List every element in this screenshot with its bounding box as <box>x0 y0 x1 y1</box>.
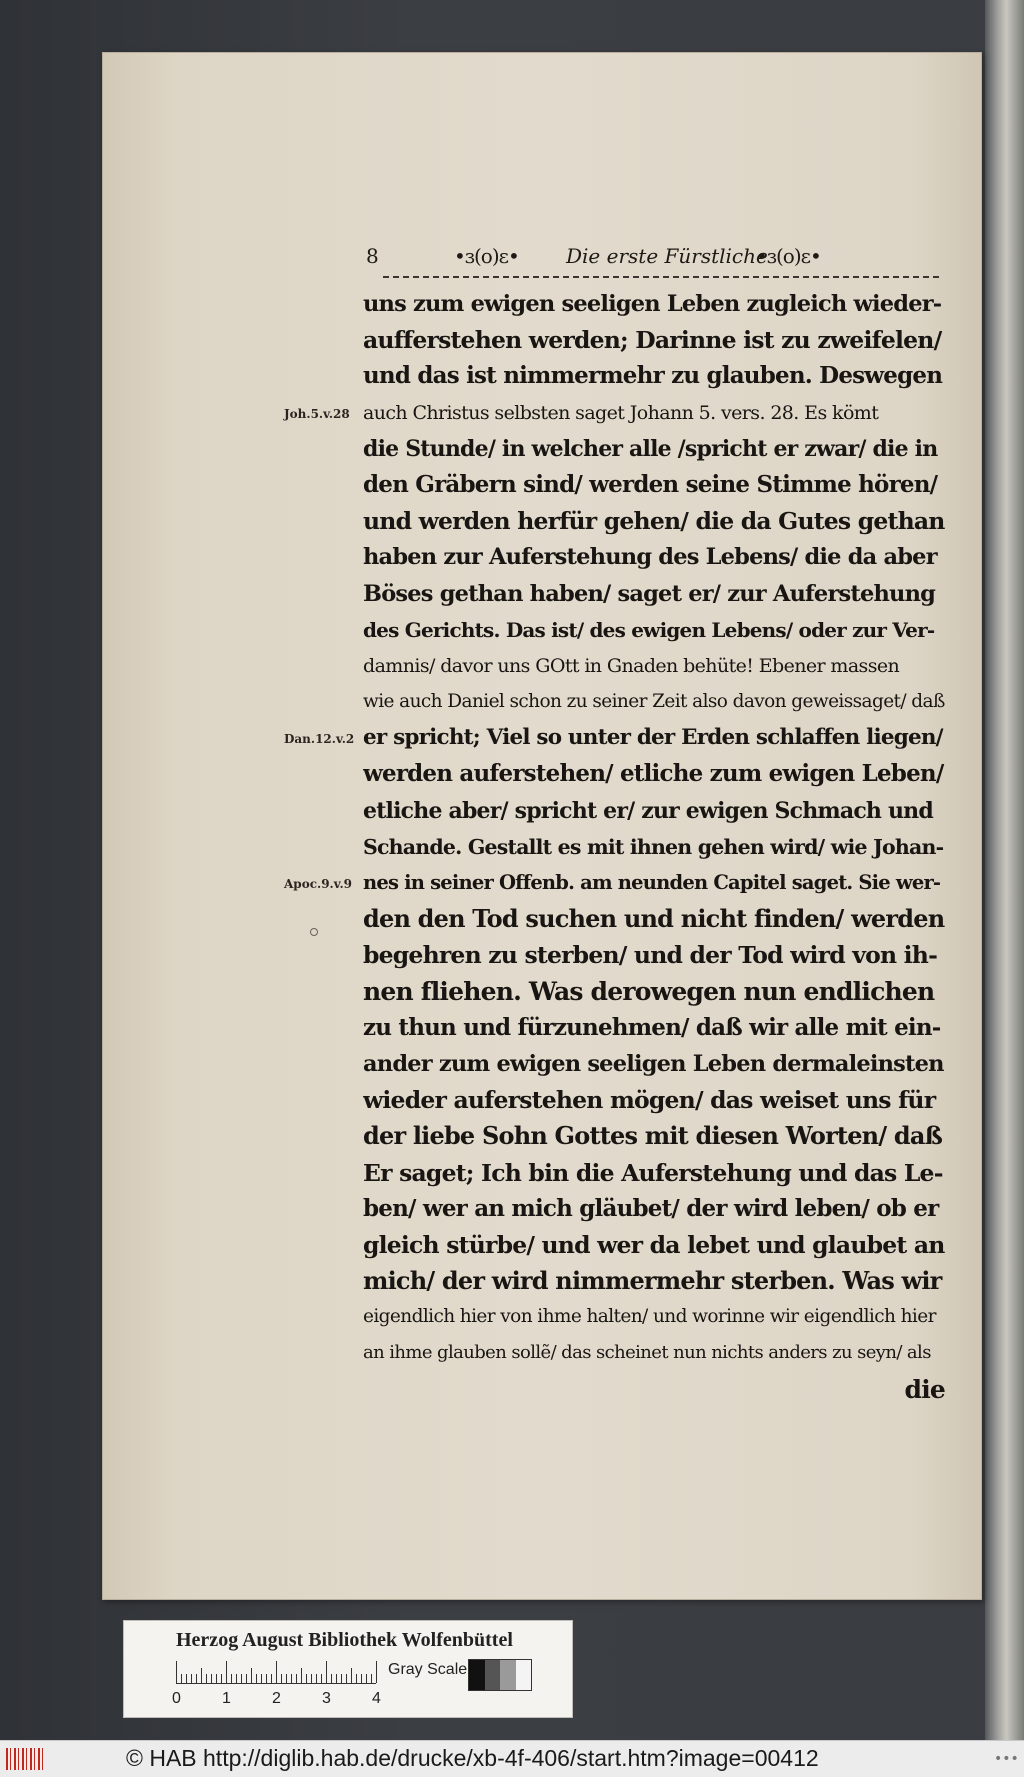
text-line: an ihme glauben sollẽ/ das scheinet nun nichts anders zu seyn/ als <box>363 1342 931 1364</box>
ruler-number: 2 <box>272 1690 281 1707</box>
text-line: Schande. Gestallt es mit ihnen gehen wird/ wie Johan- <box>363 834 944 859</box>
page-number: 8 <box>366 244 379 268</box>
ruler-tick <box>376 1661 377 1683</box>
text-line: haben zur Auferstehung des Lebens/ die da aber <box>363 544 937 571</box>
text-line: den den Tod suchen und nicht finden/ werden <box>363 904 945 934</box>
text-line: der liebe Sohn Gottes mit diesen Worten/ daß <box>363 1121 943 1151</box>
ruler-tick <box>321 1674 322 1683</box>
ruler-tick <box>281 1674 282 1683</box>
ruler-number: 3 <box>322 1690 331 1707</box>
text-line: er spricht; Viel so unter der Erden schlaffen liegen/ <box>363 725 943 751</box>
hab-logo-icon[interactable] <box>6 1748 46 1770</box>
ruler-tick <box>251 1668 252 1683</box>
text-line: eigendlich hier von ihme halten/ und worinne wir eigendlich hier <box>363 1306 936 1328</box>
ruler-number: 4 <box>372 1690 381 1707</box>
text-line: damnis/ davor uns GOtt in Gnaden behüte! Ebener massen <box>363 654 900 677</box>
measurement-ruler <box>176 1661 376 1684</box>
text-line: zu thun und fürzunehmen/ daß wir alle mit ein- <box>363 1013 941 1041</box>
ruler-tick <box>291 1674 292 1683</box>
ruler-tick <box>271 1674 272 1683</box>
ruler-tick <box>361 1674 362 1683</box>
running-title: Die erste Fürstliche <box>566 244 768 268</box>
text-line: auch Christus selbsten saget Johann 5. vers. 28. Es kömt <box>363 401 879 424</box>
library-name: Herzog August Bibliothek Wolfenbüttel <box>176 1629 513 1651</box>
text-line: mich/ der wird nimmermehr sterben. Was wir <box>363 1266 942 1296</box>
ruler-tick <box>176 1661 177 1683</box>
text-line: nes in seiner Offenb. am neunden Capitel saget. Sie wer- <box>363 871 941 894</box>
ruler-tick <box>241 1674 242 1683</box>
ruler-tick <box>221 1674 222 1683</box>
ruler-tick <box>336 1674 337 1683</box>
ruler-tick <box>371 1674 372 1683</box>
gray-swatch <box>516 1660 532 1690</box>
ruler-tick <box>266 1674 267 1683</box>
ornament-right: •ɜ(o)ɛ• <box>756 244 821 268</box>
gray-swatch <box>469 1660 485 1690</box>
ruler-tick <box>326 1661 327 1683</box>
margin-note: Dan.12.v.2 <box>284 732 355 747</box>
text-line: werden auferstehen/ etliche zum ewigen Leben/ <box>363 760 944 788</box>
ruler-tick <box>356 1674 357 1683</box>
ruler-tick <box>276 1661 277 1683</box>
copyright-url[interactable]: © HAB http://diglib.hab.de/drucke/xb-4f-406/start.htm?image=00412 <box>126 1745 819 1771</box>
text-line: uns zum ewigen seeligen Leben zugleich wieder- <box>363 291 942 317</box>
ruler-tick <box>231 1674 232 1683</box>
ruler-tick <box>346 1674 347 1683</box>
paper-mark <box>310 928 318 936</box>
ruler-tick <box>256 1674 257 1683</box>
ruler-tick <box>316 1674 317 1683</box>
ruler-tick <box>301 1668 302 1683</box>
body-text <box>363 286 945 1408</box>
header-rule <box>383 276 939 278</box>
ornament-left: •ɜ(o)ɛ• <box>454 244 519 268</box>
text-line: wieder auferstehen mögen/ das weiset uns für <box>363 1086 936 1115</box>
more-icon[interactable]: ••• <box>994 1751 1019 1767</box>
running-header <box>366 244 946 274</box>
ruler-tick <box>196 1674 197 1683</box>
text-line: des Gerichts. Das ist/ des ewigen Lebens/ oder zur Ver- <box>363 617 935 642</box>
ruler-tick <box>306 1674 307 1683</box>
ruler-tick <box>341 1674 342 1683</box>
text-line: Er saget; Ich bin die Auferstehung und das Le- <box>363 1158 943 1187</box>
text-line: und das ist nimmermehr zu glauben. Deswegen <box>363 362 943 390</box>
ruler-tick <box>211 1674 212 1683</box>
gray-swatch <box>485 1660 501 1690</box>
ruler-tick <box>331 1674 332 1683</box>
text-line: die Stunde/ in welcher alle /spricht er zwar/ die in <box>363 435 938 462</box>
ruler-tick <box>286 1674 287 1683</box>
text-line: begehren zu sterben/ und der Tod wird von ih- <box>363 941 938 970</box>
text-line: wie auch Daniel schon zu seiner Zeit also davon geweissaget/ daß <box>363 691 945 713</box>
text-line: ander zum ewigen seeligen Leben dermaleinsten <box>363 1050 944 1077</box>
text-line: die <box>904 1374 945 1404</box>
text-line: etliche aber/ spricht er/ zur ewigen Schmach und <box>363 797 933 824</box>
ruler-tick <box>186 1674 187 1683</box>
ruler-tick <box>351 1668 352 1683</box>
ruler-number: 1 <box>222 1690 231 1707</box>
text-line: nen fliehen. Was derowegen nun endlichen <box>363 976 935 1006</box>
text-line: und werden herfür gehen/ die da Gutes gethan <box>363 507 945 536</box>
ruler-tick <box>296 1674 297 1683</box>
ruler-tick <box>366 1674 367 1683</box>
ruler-number: 0 <box>172 1690 181 1707</box>
text-line: Böses gethan haben/ saget er/ zur Auferstehung <box>363 580 936 607</box>
ruler-tick <box>206 1674 207 1683</box>
ruler-tick <box>216 1674 217 1683</box>
gray-swatch <box>500 1660 516 1690</box>
margin-note: Apoc.9.v.9 <box>284 877 353 892</box>
book-spine <box>985 0 1024 1740</box>
viewer-footer <box>0 1740 1024 1777</box>
ruler-tick <box>181 1674 182 1683</box>
text-line: den Gräbern sind/ werden seine Stimme hören/ <box>363 470 938 498</box>
text-line: ben/ wer an mich gläubet/ der wird leben/ ob er <box>363 1194 939 1222</box>
gray-scale-swatches <box>468 1659 532 1691</box>
gray-scale-label: Gray Scale <box>388 1661 468 1678</box>
text-line: gleich stürbe/ und wer da lebet und glaubet an <box>363 1230 945 1259</box>
ruler-tick <box>311 1674 312 1683</box>
margin-note: Joh.5.v.28 <box>284 406 350 421</box>
ruler-tick <box>191 1674 192 1683</box>
ruler-tick <box>236 1674 237 1683</box>
ruler-tick <box>246 1674 247 1683</box>
color-scale-card <box>123 1620 573 1718</box>
ruler-tick <box>201 1668 202 1683</box>
text-line: aufferstehen werden; Darinne ist zu zweifelen/ <box>363 326 942 355</box>
ruler-tick <box>226 1661 227 1683</box>
ruler-tick <box>261 1674 262 1683</box>
